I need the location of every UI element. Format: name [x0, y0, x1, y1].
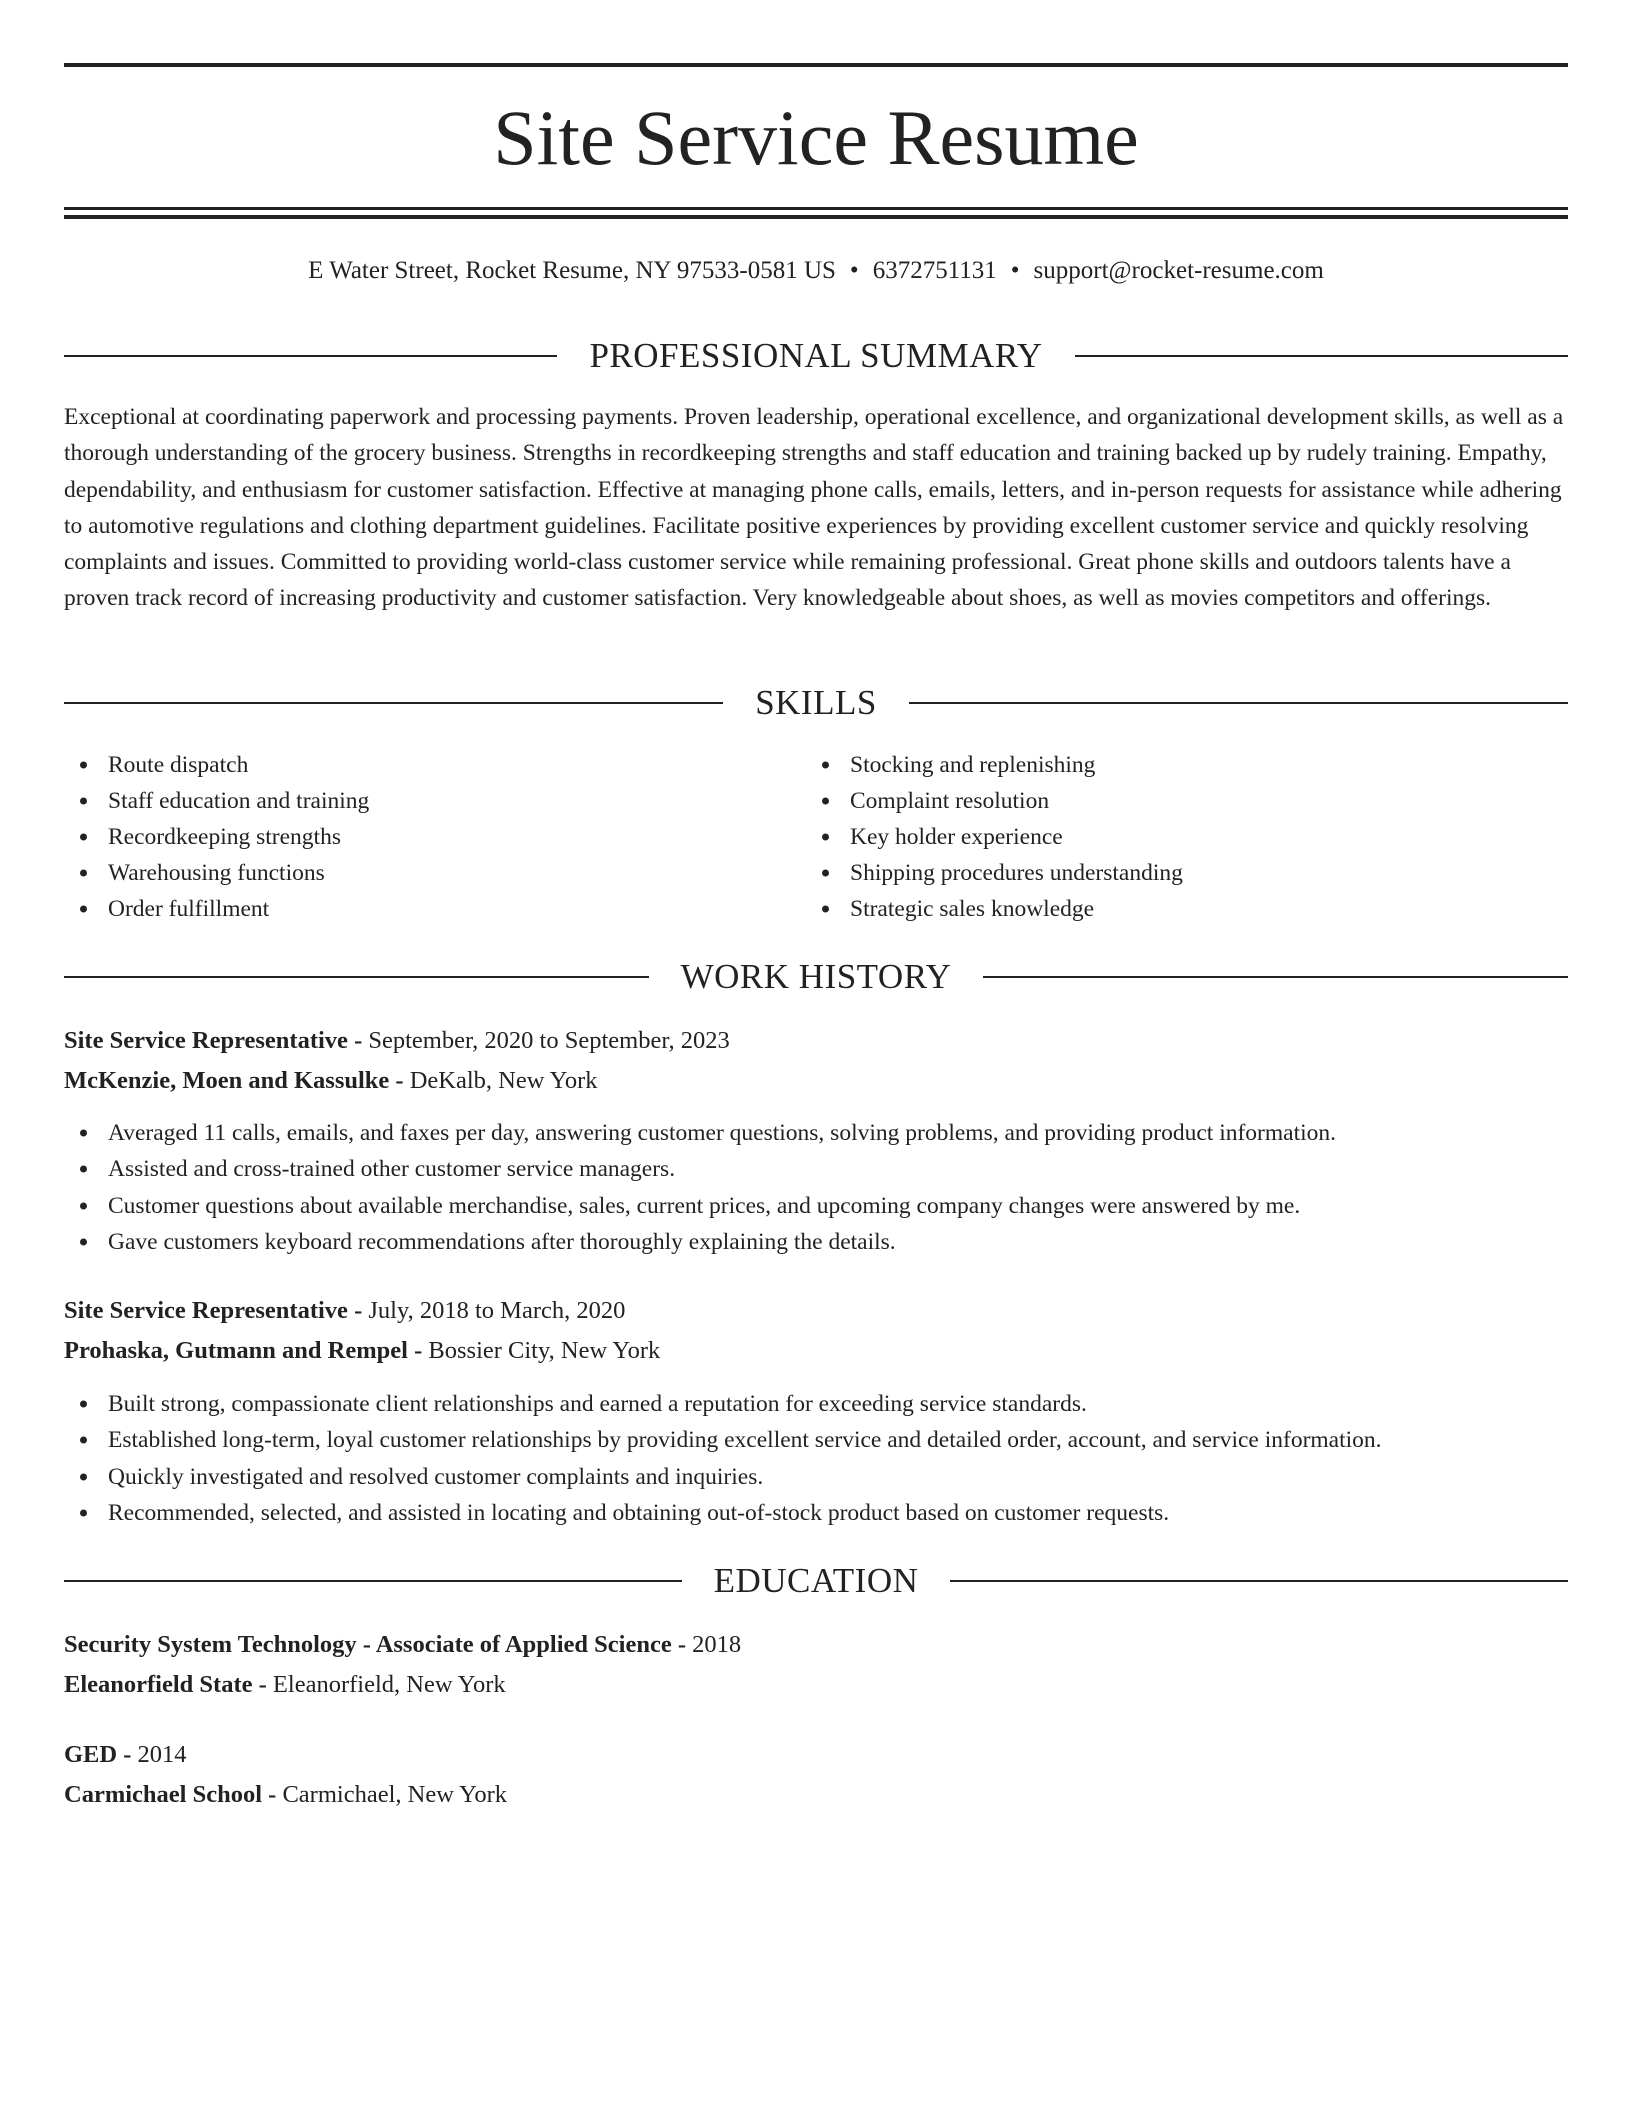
education-degree-line: GED - 2014 [64, 1741, 187, 1768]
heading-divider [909, 702, 1568, 704]
skill-item: Stocking and replenishing [806, 747, 1183, 783]
heading-divider [950, 1580, 1568, 1582]
education-degree-line: Security System Technology - Associate of Applied Science - 2018 [64, 1631, 742, 1658]
skill-item: Complaint resolution [806, 783, 1183, 819]
job-bullet: Established long-term, loyal customer relationships by providing excellent service and detailed order, account, and service information. [64, 1422, 1382, 1458]
skill-item: Recordkeeping strengths [64, 819, 369, 855]
skill-item: Warehousing functions [64, 855, 369, 891]
heading-divider [64, 976, 649, 978]
job-bullet: Averaged 11 calls, emails, and faxes per day, answering customer questions, solving problems, and providing product information. [64, 1115, 1336, 1151]
job-title: Site Service Representative [64, 1027, 348, 1054]
skill-item: Route dispatch [64, 747, 369, 783]
job-bullet: Customer questions about available merchandise, sales, current prices, and upcoming company changes were answered by me. [64, 1188, 1336, 1224]
contact-phone: 6372751131 [872, 257, 997, 284]
contact-separator: • [849, 257, 859, 284]
heading-divider [64, 1580, 682, 1582]
education-location: Eleanorfield, New York [272, 1671, 506, 1698]
job-title: Site Service Representative [64, 1297, 348, 1324]
job-company-line: McKenzie, Moen and Kassulke - DeKalb, New York [64, 1067, 598, 1094]
education-school: Eleanorfield State [64, 1671, 253, 1698]
education-year: 2014 [137, 1741, 187, 1768]
job-location: DeKalb, New York [409, 1067, 598, 1094]
title-rule-upper [64, 207, 1568, 210]
education-year: 2018 [692, 1631, 742, 1658]
job-bullet: Gave customers keyboard recommendations after thoroughly explaining the details. [64, 1224, 1336, 1260]
contact-line [64, 254, 1568, 288]
education-location: Carmichael, New York [282, 1781, 507, 1808]
heading-divider [983, 976, 1568, 978]
contact-separator: • [1010, 257, 1020, 284]
summary-heading [64, 334, 1568, 378]
education-degree: GED [64, 1741, 118, 1768]
work-heading [64, 955, 1568, 999]
job-title-line: Site Service Representative - July, 2018 to March, 2020 [64, 1297, 626, 1324]
skills-list-right [806, 747, 1183, 927]
job-bullet: Recommended, selected, and assisted in locating and obtaining out-of-stock product based on customer requests. [64, 1495, 1382, 1531]
job-company: McKenzie, Moen and Kassulke [64, 1067, 390, 1094]
job-bullet: Built strong, compassionate client relationships and earned a reputation for exceeding service standards. [64, 1386, 1382, 1422]
job-dates: September, 2020 to September, 2023 [368, 1027, 730, 1054]
education-heading [64, 1559, 1568, 1603]
job-title-line: Site Service Representative - September, 2020 to September, 2023 [64, 1027, 730, 1054]
education-degree: Security System Technology - Associate of Applied Science [64, 1631, 672, 1658]
heading-divider [64, 702, 723, 704]
education-heading-text: EDUCATION [713, 1561, 919, 1600]
summary-heading-text: PROFESSIONAL SUMMARY [589, 336, 1043, 375]
skill-item: Order fulfillment [64, 891, 369, 927]
skills-list-left [64, 747, 369, 927]
heading-divider [1075, 355, 1568, 357]
contact-email: support@rocket-resume.com [1033, 257, 1324, 284]
skills-heading [64, 681, 1568, 725]
job-location: Bossier City, New York [428, 1337, 661, 1364]
title-rule-lower [64, 215, 1568, 219]
skill-item: Shipping procedures understanding [806, 855, 1183, 891]
skill-item: Strategic sales knowledge [806, 891, 1183, 927]
top-rule [64, 63, 1568, 67]
heading-divider [64, 355, 557, 357]
job-bullets [64, 1386, 1382, 1531]
skills-heading-text: SKILLS [755, 683, 877, 722]
job-bullet: Assisted and cross-trained other customer service managers. [64, 1151, 1336, 1187]
resume-title: Site Service Resume [493, 94, 1139, 181]
education-school-line: Eleanorfield State - Eleanorfield, New York [64, 1671, 506, 1698]
skill-item: Staff education and training [64, 783, 369, 819]
education-school: Carmichael School [64, 1781, 263, 1808]
skill-item: Key holder experience [806, 819, 1183, 855]
job-company-line: Prohaska, Gutmann and Rempel - Bossier City, New York [64, 1337, 661, 1364]
job-bullets [64, 1115, 1336, 1260]
job-company: Prohaska, Gutmann and Rempel [64, 1337, 408, 1364]
job-dates: July, 2018 to March, 2020 [368, 1297, 626, 1324]
work-heading-text: WORK HISTORY [680, 957, 952, 996]
summary-text: Exceptional at coordinating paperwork and processing payments. Proven leadership, operational excellence, and organizational development skills, as well as a thorough understanding of the grocery business. Strengths in recordkeeping strengths and staff education and training backed up by rudely training. Empathy, dependability, and enthusiasm for customer satisfaction. Effective at managing phone calls, emails, letters, and in-person requests for assistance while adhering to automotive regulations and clothing department guidelines. Facilitate positive experiences by providing excellent customer service and quickly resolving complaints and issues. Committed to providing world-class customer service while remaining professional. Great phone skills and outdoors talents have a proven track record of increasing productivity and customer satisfaction. Very knowledgeable about shoes, as well as movies competitors and offerings. [64, 404, 1564, 612]
education-school-line: Carmichael School - Carmichael, New York [64, 1781, 507, 1808]
job-bullet: Quickly investigated and resolved customer complaints and inquiries. [64, 1459, 1382, 1495]
contact-address: E Water Street, Rocket Resume, NY 97533-0581 US [308, 257, 836, 284]
